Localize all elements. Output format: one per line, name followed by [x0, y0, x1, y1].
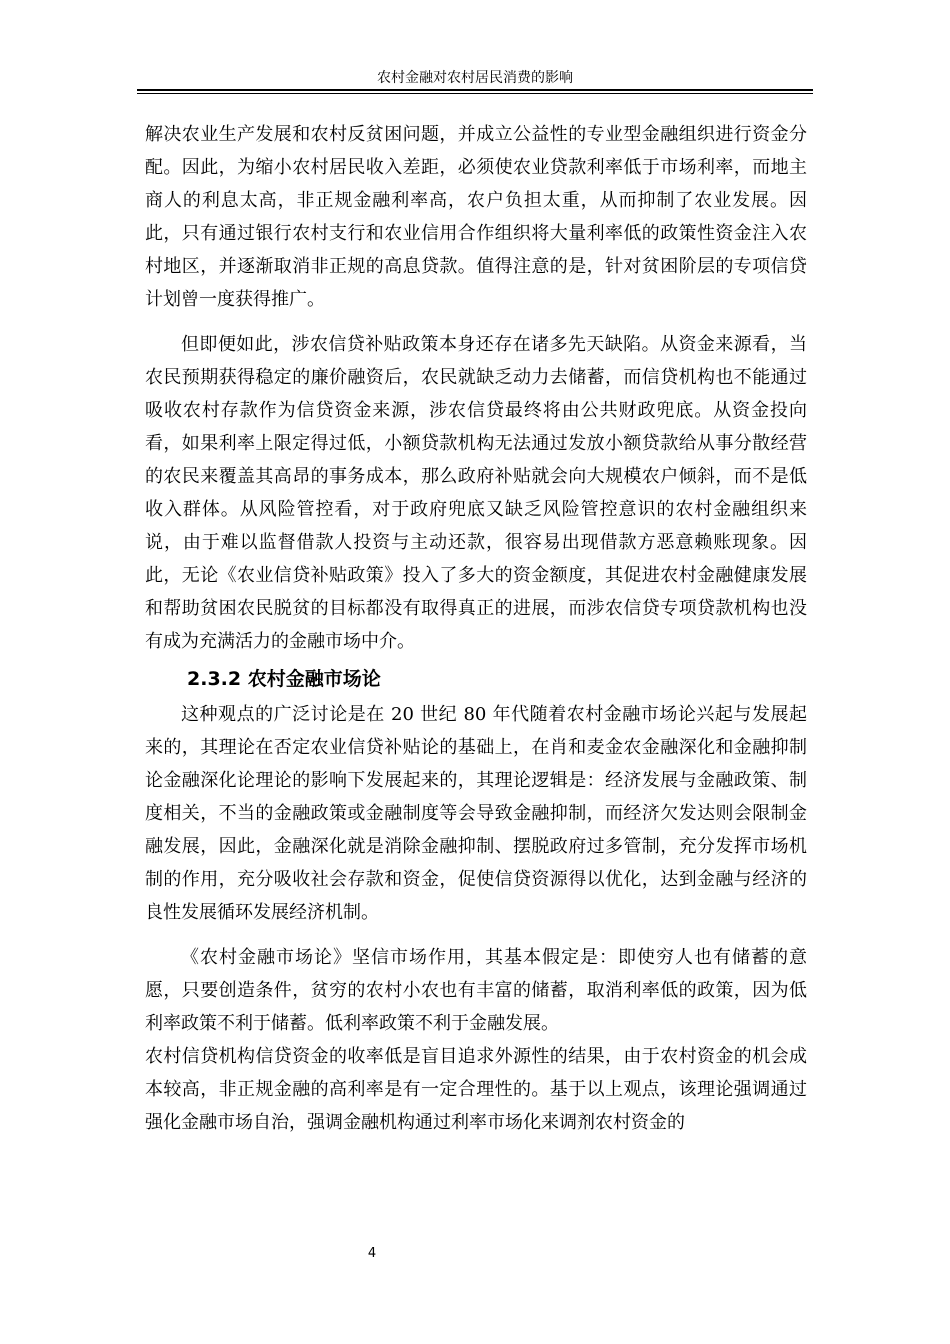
header-rule-thin	[137, 93, 813, 94]
page-number: 4	[367, 1246, 377, 1261]
running-header: 农村金融对农村居民消费的影响	[377, 70, 573, 86]
paragraph-1: 解决农业生产发展和农村反贫困问题，并成立公益性的专业型金融组织进行资金分配。因此，为缩小农村居民收入差距，必须使农业贷款利率低于市场利率，而地主商人的利息太高，非正规金融利率高，农户负担太重，从而抑制了农业发展。因此，只有通过银行农村支行和农业信用合作组织将大量利率低的政策性资金注入农村地区，并逐渐取消非正规的高息贷款。值得注意的是，针对贫困阶层的专项信贷计划曾一度获得推广。	[145, 124, 807, 310]
paragraph-4: 《农村金融市场论》坚信市场作用，其基本假定是：即使穷人也有储蓄的意愿，只要创造条件，贫穷的农村小农也有丰富的储蓄，取消利率低的政策，因为低利率政策不利于储蓄。低利率政策不利于金融发展。	[145, 947, 807, 1034]
section-heading: 2.3.2 农村金融市场论	[187, 668, 381, 690]
paragraph-2: 但即便如此，涉农信贷补贴政策本身还存在诸多先天缺陷。从资金来源看，当农民预期获得稳定的廉价融资后，农民就缺乏动力去储蓄，而信贷机构也不能通过吸收农村存款作为信贷资金来源，涉农信贷最终将由公共财政兜底。从资金投向看，如果利率上限定得过低，小额贷款机构无法通过发放小额贷款给从事分散经营的农民来覆盖其高昂的事务成本，那么政府补贴就会向大规模农户倾斜，而不是低收入群体。从风险管控看，对于政府兜底又缺乏风险管控意识的农村金融组织来说，由于难以监督借款人投资与主动还款，很容易出现借款方恶意赖账现象。因此，无论《农业信贷补贴政策》投入了多大的资金额度，其促进农村金融健康发展和帮助贫困农民脱贫的目标都没有取得真正的进展，而涉农信贷专项贷款机构也没有成为充满活力的金融市场中介。	[145, 334, 807, 652]
page-body	[145, 118, 807, 1139]
paragraph-5: 农村信贷机构信贷资金的收率低是盲目追求外源性的结果，由于农村资金的机会成本较高，非正规金融的高利率是有一定合理性的。基于以上观点，该理论强调通过强化金融市场自治，强调金融机构通过利率市场化来调剂农村资金的	[145, 1046, 807, 1133]
header-rule-thick	[137, 89, 813, 91]
paragraph-3: 这种观点的广泛讨论是在 20 世纪 80 年代随着农村金融市场论兴起与发展起来的，其理论在否定农业信贷补贴论的基础上，在肖和麦金农金融深化和金融抑制论金融深化论理论的影响下发展起来的，其理论逻辑是：经济发展与金融政策、制度相关，不当的金融政策或金融制度等会导致金融抑制，而经济欠发达则会限制金融发展，因此，金融深化就是消除金融抑制、摆脱政府过多管制，充分发挥市场机制的作用，充分吸收社会存款和资金，促使信贷资源得以优化，达到金融与经济的良性发展循环发展经济机制。	[145, 704, 807, 923]
